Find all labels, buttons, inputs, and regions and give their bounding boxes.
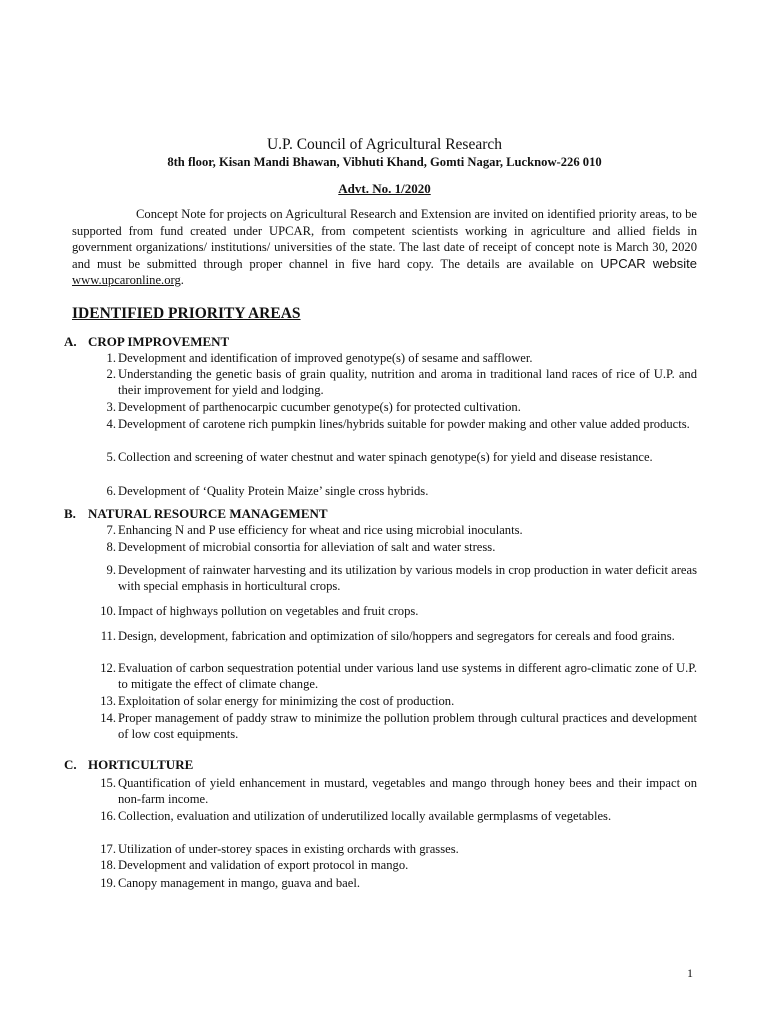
list-item (88, 539, 697, 555)
page-number: 1 (687, 966, 693, 980)
item-number: 13. (100, 694, 116, 708)
item-text: Development and identification of improved genotype(s) of sesame and safflower. (118, 351, 533, 365)
item-number: 16. (100, 809, 116, 823)
item-text: Impact of highways pollution on vegetables and fruit crops. (118, 604, 419, 618)
list-item (88, 693, 697, 709)
list-item (88, 350, 697, 366)
item-text: Evaluation of carbon sequestration potential under various land use systems in different agro-climatic zone of U.P. to mitigate the effect of climate change. (118, 661, 697, 691)
item-number: 12. (100, 661, 116, 675)
list-item (88, 399, 697, 415)
item-text: Understanding the genetic basis of grain quality, nutrition and aroma in traditional land races of rice of U.P. and their improvement for yield and lodging. (118, 367, 697, 397)
website-link[interactable]: www.upcaronline.org (72, 273, 181, 287)
intro-paragraph (72, 206, 697, 289)
item-number: 11. (100, 629, 116, 643)
list-item (88, 562, 697, 594)
item-number: 17. (100, 842, 116, 856)
item-number: 5. (106, 450, 116, 464)
item-number: 2. (106, 367, 116, 381)
item-text: Design, development, fabrication and optimization of silo/hoppers and segregators for cereals and food grains. (118, 629, 675, 643)
item-number: 6. (106, 484, 116, 498)
item-text: Development and validation of export protocol in mango. (118, 858, 409, 872)
item-text: Canopy management in mango, guava and bael. (118, 876, 361, 890)
list-item (88, 366, 697, 398)
intro-end: . (180, 273, 184, 287)
intro-text: Concept Note for projects on Agricultural Research and Extension are invited on identified priority areas, to be supported from fund created under UPCAR, from competent scientists working in agriculture and allied fields in government organizations/ institutions/ universities of the state. The last date of receipt of concept note is March 30, 2020 and must be submitted through proper channel in five hard copy. The details are available on (72, 207, 697, 271)
list-item (88, 841, 697, 857)
item-number: 15. (100, 776, 116, 790)
list-item (88, 775, 697, 807)
section-letter: B. (64, 506, 76, 521)
section-title: CROP IMPROVEMENT (88, 334, 230, 349)
section-letter: A. (64, 334, 77, 349)
section-heading-natural-resource-management (64, 506, 328, 522)
item-text: Quantification of yield enhancement in mustard, vegetables and mango through honey bees and their impact on non-farm income. (118, 776, 697, 806)
item-text: Exploitation of solar energy for minimizing the cost of production. (118, 694, 455, 708)
list-item (88, 857, 697, 873)
item-text: Collection, evaluation and utilization of underutilized locally available germplasms of vegetables. (118, 809, 612, 823)
item-text: Development of rainwater harvesting and its utilization by various models in crop production in water deficit areas with special emphasis in horticultural crops. (118, 563, 697, 593)
section-title: HORTICULTURE (88, 757, 194, 772)
item-text: Development of parthenocarpic cucumber genotype(s) for protected cultivation. (118, 400, 521, 414)
item-number: 1. (106, 351, 116, 365)
list-item (88, 808, 697, 824)
section-heading-horticulture (64, 757, 193, 773)
item-text: Development of carotene rich pumpkin lines/hybrids suitable for powder making and other value added products. (118, 417, 690, 431)
item-text: Development of ‘Quality Protein Maize’ single cross hybrids. (118, 484, 429, 498)
item-number: 10. (100, 604, 116, 618)
list-item (88, 449, 697, 465)
website-label: UPCAR website (600, 255, 697, 271)
organization-title: U.P. Council of Agricultural Research (266, 136, 503, 153)
item-text: Development of microbial consortia for alleviation of salt and water stress. (118, 540, 496, 554)
priority-heading: IDENTIFIED PRIORITY AREAS (72, 305, 301, 322)
item-number: 18. (100, 858, 116, 872)
item-text: Enhancing N and P use efficiency for wheat and rice using microbial inoculants. (118, 523, 523, 537)
list-item (88, 483, 697, 499)
list-item (88, 603, 697, 619)
item-text: Proper management of paddy straw to minimize the pollution problem through cultural practices and development of low cost equipments. (118, 711, 697, 741)
section-letter: C. (64, 757, 77, 772)
item-text: Collection and screening of water chestnut and water spinach genotype(s) for yield and disease resistance. (118, 450, 653, 464)
section-title: NATURAL RESOURCE MANAGEMENT (88, 506, 328, 521)
list-item (88, 522, 697, 538)
item-number: 8. (106, 540, 116, 554)
item-number: 4. (106, 417, 116, 431)
item-number: 14. (100, 711, 116, 725)
item-number: 19. (100, 876, 116, 890)
list-item (88, 628, 697, 644)
list-item (88, 660, 697, 692)
item-text: Utilization of under-storey spaces in existing orchards with grasses. (118, 842, 459, 856)
item-number: 9. (106, 563, 116, 577)
list-item (88, 875, 697, 891)
advertisement-number: Advt. No. 1/2020 (338, 181, 431, 196)
list-item (88, 710, 697, 742)
list-item (88, 416, 697, 432)
section-heading-crop-improvement (64, 334, 229, 350)
organization-address: 8th floor, Kisan Mandi Bhawan, Vibhuti Khand, Gomti Nagar, Lucknow-226 010 (167, 155, 602, 169)
item-number: 7. (106, 523, 116, 537)
item-number: 3. (106, 400, 116, 414)
